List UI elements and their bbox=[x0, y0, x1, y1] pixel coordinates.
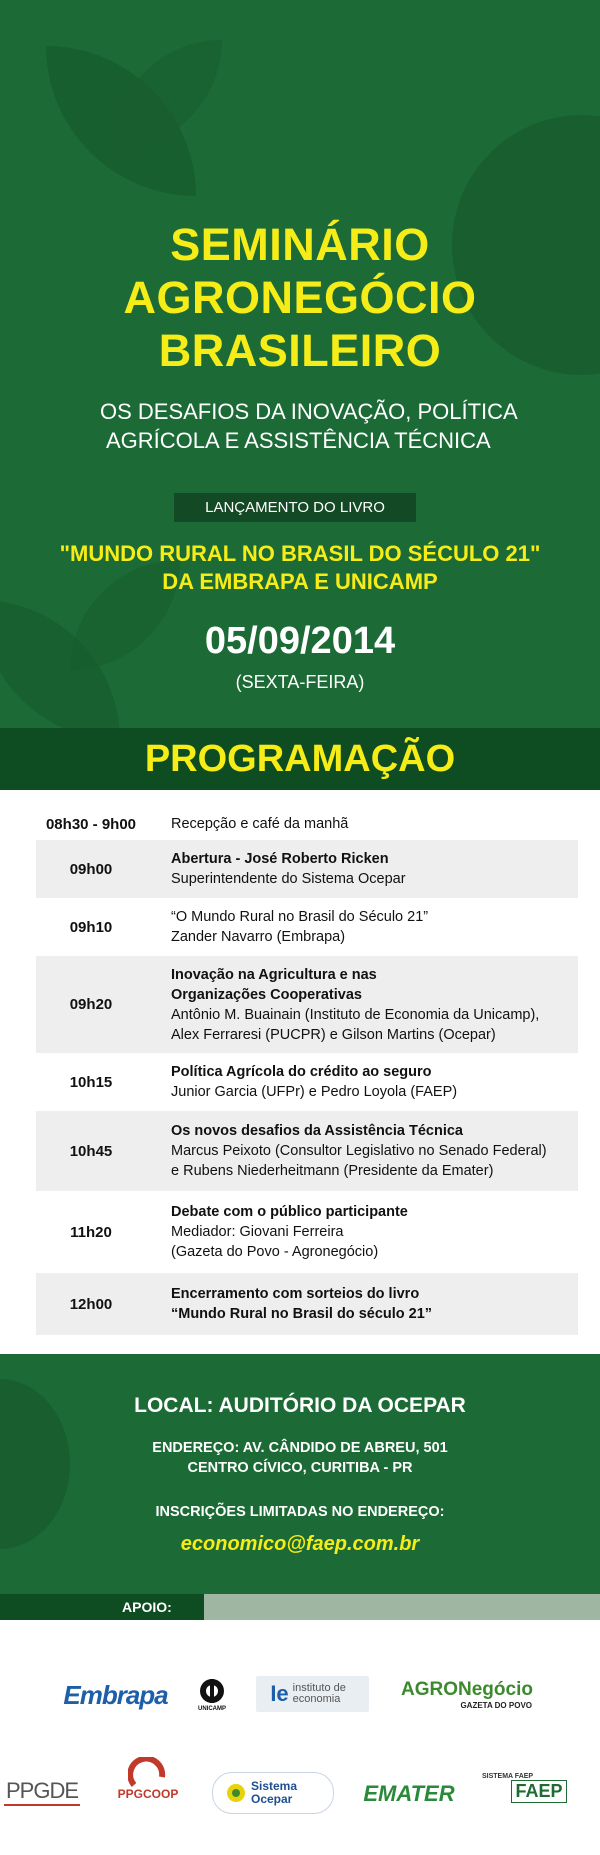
book-title: "MUNDO RURAL NO BRASIL DO SÉCULO 21" DA EMBRAPA E UNICAMP bbox=[59, 541, 541, 594]
seminar-title: SEMINÁRIO AGRONEGÓCIO BRASILEIRO bbox=[123, 219, 477, 376]
ppgcoop-logo-icon bbox=[100, 1748, 196, 1810]
schedule-time: 12h00 bbox=[69, 1295, 113, 1313]
event-date: 05/09/2014 bbox=[204, 620, 396, 662]
schedule-time: 10h45 bbox=[69, 1142, 113, 1160]
book-launch-label: LANÇAMENTO DO LIVRO bbox=[174, 493, 416, 522]
schedule-description: Os novos desafios da Assistência Técnica Marcus Peixoto (Consultor Legislativo no Senado Federal) e Rubens Niederheitmann (Presidente da Emater) bbox=[171, 1123, 547, 1179]
emater-logo-icon bbox=[354, 1776, 464, 1812]
registration-email-link[interactable]: economico@faep.com.br bbox=[180, 1533, 420, 1555]
ocepar-logo-text: Sistema Ocepar bbox=[251, 1779, 298, 1806]
ocepar-logo-icon bbox=[212, 1772, 334, 1814]
support-label: APOIO: bbox=[122, 1599, 172, 1615]
schedule-time: 09h20 bbox=[69, 996, 113, 1013]
schedule-description: Recepção e café da manhã bbox=[171, 816, 349, 832]
embrapa-logo-text: Embrapa bbox=[63, 1679, 168, 1710]
schedule-time: 08h30 - 9h00 bbox=[45, 815, 137, 833]
schedule-row bbox=[36, 840, 578, 898]
schedule-row bbox=[36, 1053, 578, 1111]
leaf-decoration-icon bbox=[112, 40, 222, 150]
schedule-time: 11h20 bbox=[70, 1223, 112, 1241]
schedule-description: Inovação na Agricultura e nas Organizações Cooperativas Antônio M. Buainain (Instituto de Economia da Unicamp), Alex Ferraresi (PUCPR) e Gilson Martins (Ocepar) bbox=[171, 966, 540, 1043]
ppgde-logo-icon bbox=[2, 1770, 82, 1814]
ie-mark: Ie bbox=[270, 1681, 289, 1706]
faep-logo-icon bbox=[482, 1762, 596, 1814]
schedule-row bbox=[36, 1191, 578, 1273]
schedule-row bbox=[36, 898, 578, 956]
agronegocio-logo-icon bbox=[392, 1672, 542, 1716]
unicamp-logo-text: UNICAMP bbox=[198, 1706, 226, 1712]
schedule-description: Política Agrícola do crédito ao seguro Junior Garcia (UFPr) e Pedro Loyola (FAEP) bbox=[171, 1064, 458, 1100]
schedule-row bbox=[36, 1273, 578, 1335]
faep-logo-text: FAEP bbox=[511, 1780, 566, 1803]
event-weekday: (SEXTA-FEIRA) bbox=[235, 672, 365, 692]
schedule-time: 09h00 bbox=[69, 860, 113, 878]
schedule-row bbox=[36, 956, 578, 1053]
gazeta-logo-text: GAZETA DO POVO bbox=[460, 1700, 532, 1710]
seminar-subtitle: OS DESAFIOS DA INOVAÇÃO, POLÍTICA AGRÍCOLA E ASSISTÊNCIA TÉCNICA bbox=[100, 399, 518, 453]
schedule-table bbox=[36, 808, 578, 1335]
ie-logo-text: instituto de economia bbox=[292, 1682, 346, 1705]
venue-title: LOCAL: AUDITÓRIO DA OCEPAR bbox=[134, 1394, 466, 1417]
venue-address: ENDEREÇO: AV. CÂNDIDO DE ABREU, 501 CENTRO CÍVICO, CURITIBA - PR bbox=[152, 1440, 448, 1476]
schedule-row bbox=[36, 808, 578, 840]
schedule-description: Abertura - José Roberto Ricken Superintendente do Sistema Ocepar bbox=[171, 851, 406, 887]
embrapa-logo-icon bbox=[58, 1676, 173, 1714]
schedule-description: Encerramento com sorteios do livro “Mundo Rural no Brasil do século 21” bbox=[171, 1286, 433, 1322]
schedule-time: 09h10 bbox=[69, 918, 113, 936]
ppgde-logo-text: PPGDE bbox=[5, 1778, 79, 1803]
schedule-time: 10h15 bbox=[69, 1073, 113, 1091]
ie-logo-icon bbox=[256, 1676, 369, 1712]
program-title: PROGRAMAÇÃO bbox=[144, 738, 456, 780]
faep-system-text: SISTEMA FAEP bbox=[482, 1773, 534, 1780]
registration-note: INSCRIÇÕES LIMITADAS NO ENDEREÇO: bbox=[155, 1504, 445, 1520]
ppgcoop-logo-text: PPGCOOP bbox=[117, 1787, 179, 1801]
schedule-description: Debate com o público participante Mediador: Giovani Ferreira (Gazeta do Povo - Agronegócio) bbox=[171, 1204, 408, 1260]
support-bar-light bbox=[204, 1594, 600, 1620]
ppgde-underline bbox=[4, 1804, 80, 1806]
support-bar bbox=[0, 1594, 204, 1620]
unicamp-logo-icon bbox=[190, 1670, 234, 1720]
schedule-row bbox=[36, 1111, 578, 1191]
emater-logo-text: EMATER bbox=[363, 1781, 455, 1806]
agronegocio-logo-text: AGRONegócio bbox=[401, 1678, 533, 1700]
schedule-description: “O Mundo Rural no Brasil do Século 21” Zander Navarro (Embrapa) bbox=[171, 909, 429, 945]
